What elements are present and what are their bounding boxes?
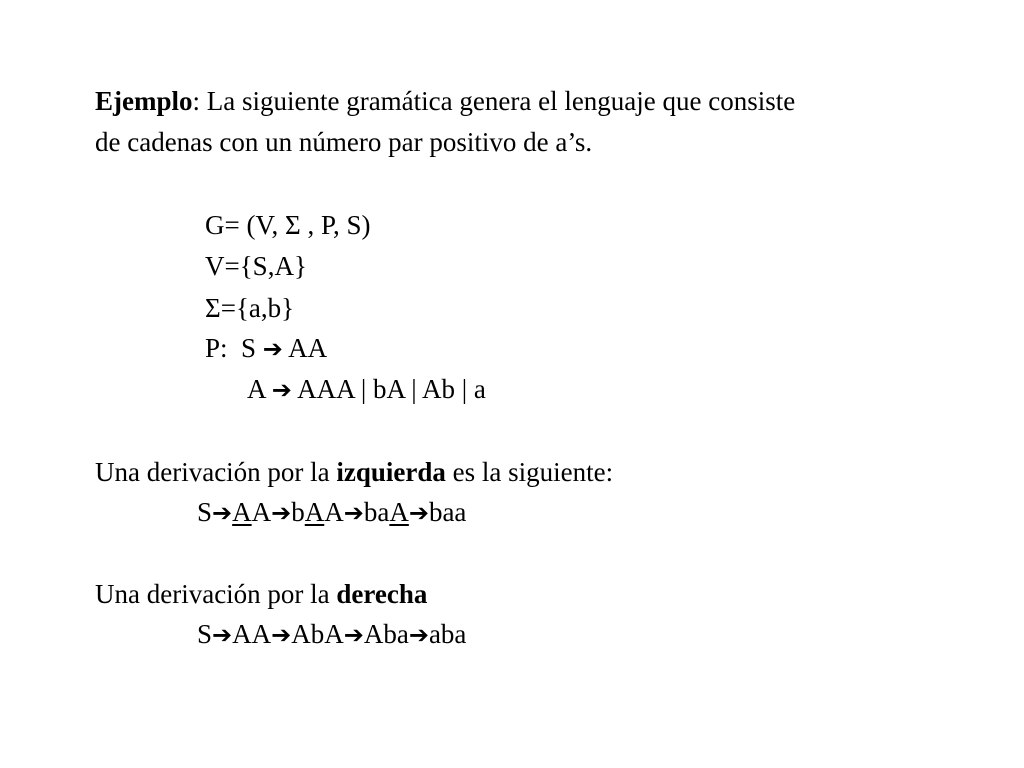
production-a-rhs: AAA | bA | Ab | a — [291, 374, 486, 404]
arrow-icon: ➔ — [262, 335, 283, 363]
step-underlined: A — [389, 497, 409, 527]
step-text: Aba — [363, 619, 409, 649]
step-text: AbA — [291, 619, 344, 649]
left-derivation-heading — [95, 455, 613, 489]
intro-line-1 — [95, 84, 795, 118]
arrow-icon: ➔ — [408, 499, 429, 527]
arrow-icon: ➔ — [271, 376, 292, 404]
step-text: S — [197, 619, 213, 649]
production-s-lhs: P: S — [205, 333, 263, 363]
arrow-icon: ➔ — [408, 621, 429, 649]
grammar-definition: G= (V, Σ , P, S) — [205, 210, 371, 240]
arrow-icon: ➔ — [343, 621, 364, 649]
production-a-lhs: A — [247, 374, 272, 404]
step-text: A — [324, 497, 344, 527]
arrow-icon: ➔ — [212, 499, 233, 527]
right-derivation-steps — [197, 617, 466, 652]
arrow-icon: ➔ — [271, 499, 292, 527]
right-derivation-heading — [95, 577, 427, 611]
intro-line-2: de cadenas con un número par positivo de a’s. — [95, 127, 593, 157]
intro-text-1: : La siguiente gramática genera el lenguaje que consiste — [192, 86, 796, 116]
step-text: S — [197, 497, 213, 527]
step-text: b — [291, 497, 305, 527]
left-heading-text: Una derivación por la — [95, 457, 337, 487]
left-keyword: izquierda — [336, 457, 446, 487]
production-s-rhs: AA — [282, 333, 328, 363]
step-text: aba — [428, 619, 467, 649]
step-text: baa — [428, 497, 467, 527]
step-underlined: A — [232, 497, 252, 527]
left-heading-tail: es la siguiente: — [445, 457, 614, 487]
right-heading-text: Una derivación por la — [95, 579, 337, 609]
alphabet-set: Σ={a,b} — [205, 293, 295, 323]
arrow-icon: ➔ — [343, 499, 364, 527]
step-underlined: A — [304, 497, 325, 527]
variables-set: V={S,A} — [205, 251, 307, 281]
left-derivation-steps — [197, 495, 466, 530]
step-text: AA — [232, 619, 272, 649]
arrow-icon: ➔ — [271, 621, 292, 649]
step-text: A — [251, 497, 272, 527]
step-text: ba — [363, 497, 390, 527]
right-keyword: derecha — [336, 579, 428, 609]
arrow-icon: ➔ — [212, 621, 233, 649]
production-s — [205, 331, 327, 366]
ejemplo-label: Ejemplo — [95, 86, 193, 116]
production-a — [247, 372, 486, 407]
